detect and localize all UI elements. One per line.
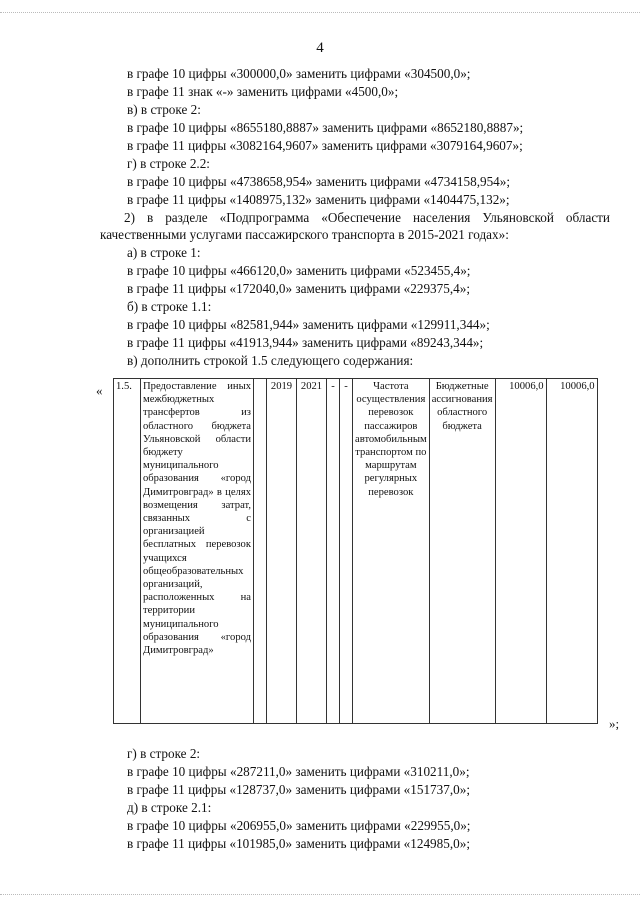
cell-dash: - xyxy=(340,379,353,724)
text-line: в графе 11 цифры «128737,0» заменить цифрами «151737,0»; xyxy=(127,782,470,797)
quote-open: « xyxy=(96,383,103,398)
text-line: в) в строке 2: xyxy=(127,102,201,117)
text-line: в графе 10 цифры «206955,0» заменить цифрами «229955,0»; xyxy=(127,818,471,833)
text-line: в графе 10 цифры «8655180,8887» заменить цифрами «8652180,8887»; xyxy=(127,120,524,135)
text-line: б) в строке 1.1: xyxy=(127,299,212,314)
text-line: в графе 10 цифры «300000,0» заменить цифрами «304500,0»; xyxy=(127,66,471,81)
text-line: в графе 10 цифры «466120,0» заменить цифрами «523455,4»; xyxy=(127,263,471,278)
scan-margin-top xyxy=(0,12,640,14)
text-line: г) в строке 2.2: xyxy=(127,156,210,171)
amendment-table xyxy=(113,378,598,724)
page-number: 4 xyxy=(316,40,324,56)
text-line: в графе 11 цифры «101985,0» заменить цифрами «124985,0»; xyxy=(127,836,470,851)
cell-year-start: 2019 xyxy=(267,379,297,724)
cell-column-11-value: 10006,0 xyxy=(546,379,597,724)
text-line: а) в строке 1: xyxy=(127,245,201,260)
quote-close: »; xyxy=(609,716,620,731)
text-line: в графе 11 цифры «3082164,9607» заменить цифрами «3079164,9607»; xyxy=(127,138,523,153)
text-line: г) в строке 2: xyxy=(127,746,201,761)
cell-column-10-value: 10006,0 xyxy=(495,379,546,724)
text-line: в графе 10 цифры «287211,0» заменить цифрами «310211,0»; xyxy=(127,764,470,779)
section-paragraph: 2) в разделе «Подпрограмма «Обеспечение населения Ульяновской области качественными услугами пассажирского транспорта в 2015-2021 годах»: xyxy=(100,210,610,242)
cell-indicator: Частота осуществления перевозок пассажиров автомобильным транспортом по маршрутам регулярных перевозок xyxy=(353,379,430,724)
text-line: в) дополнить строкой 1.5 следующего содержания: xyxy=(127,353,414,368)
cell-empty xyxy=(254,379,267,724)
scan-margin-bottom xyxy=(0,894,640,896)
text-line: в графе 11 цифры «1408975,132» заменить цифрами «1404475,132»; xyxy=(127,192,510,207)
cell-year-end: 2021 xyxy=(297,379,327,724)
cell-dash: - xyxy=(327,379,340,724)
text-line: в графе 11 цифры «41913,944» заменить цифрами «89243,344»; xyxy=(127,335,484,350)
cell-measure-name: Предоставление иных межбюджетных трансфертов из областного бюджета Ульяновской области бюджету муниципального образования «город Димитровград» в целях возмещения затрат, связанных с организацией бесплатных перевозок учащихся общеобразовательных организаций, расположенных на территории муниципального образования «город Димитровград» xyxy=(141,379,254,724)
text-line: в графе 11 цифры «172040,0» заменить цифрами «229375,4»; xyxy=(127,281,470,296)
text-line: в графе 10 цифры «82581,944» заменить цифрами «129911,344»; xyxy=(127,317,490,332)
cell-funding-source: Бюджетные ассигнования областного бюджета xyxy=(429,379,495,724)
cell-row-number: 1.5. xyxy=(114,379,141,724)
table-row xyxy=(114,379,598,724)
text-line: в графе 10 цифры «4738658,954» заменить цифрами «4734158,954»; xyxy=(127,174,511,189)
text-line: в графе 11 знак «-» заменить цифрами «4500,0»; xyxy=(127,84,399,99)
text-line: д) в строке 2.1: xyxy=(127,800,212,815)
